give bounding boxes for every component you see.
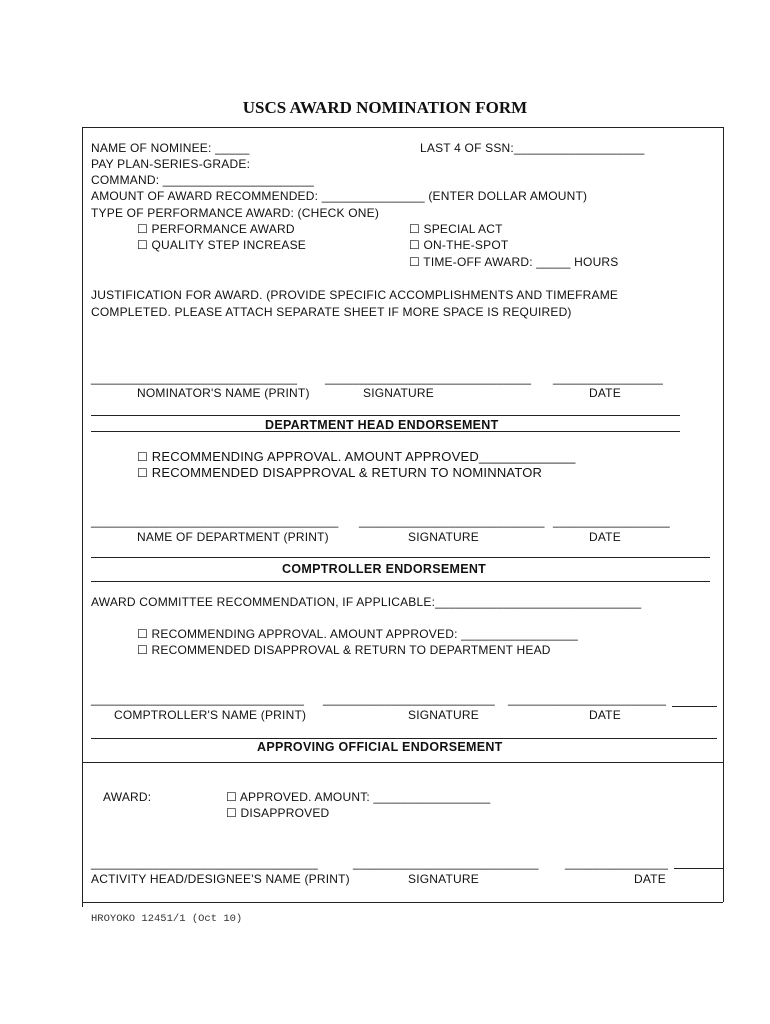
checkbox-icon[interactable]: ☐	[137, 238, 148, 252]
option-label: DISAPPROVED	[240, 806, 330, 820]
department-date-line[interactable]: _________________	[553, 514, 670, 528]
comptroller-section-top-rule	[91, 557, 710, 558]
comptroller-name-label: COMPTROLLER'S NAME (PRINT)	[114, 708, 307, 722]
frame-top-border	[82, 127, 723, 128]
approving-section-top-rule	[91, 738, 717, 739]
justification-label-line2: COMPLETED. PLEASE ATTACH SEPARATE SHEET IF MORE SPACE IS REQUIRED)	[91, 305, 572, 319]
checkbox-icon[interactable]: ☐	[137, 450, 148, 464]
checkbox-icon[interactable]: ☐	[137, 222, 148, 236]
command-field[interactable]: COMMAND: ______________________	[91, 173, 315, 187]
nominator-date-line[interactable]: ________________	[553, 371, 663, 385]
comptroller-signature-line[interactable]: _________________________	[323, 692, 495, 706]
comptroller-section-bottom-rule	[91, 581, 710, 582]
performance-award-option[interactable]	[137, 222, 295, 236]
frame-left-border	[82, 127, 83, 907]
activity-head-date-label: DATE	[634, 872, 666, 886]
on-the-spot-option[interactable]	[409, 238, 508, 252]
activity-head-date-extension	[674, 868, 723, 869]
option-label: TIME-OFF AWARD: _____ HOURS	[423, 255, 619, 269]
comptroller-approval-option[interactable]	[137, 627, 578, 641]
checkbox-icon[interactable]: ☐	[137, 466, 148, 480]
option-label: RECOMMENDING APPROVAL. AMOUNT APPROVED: _________________	[151, 627, 578, 641]
nominator-name-line[interactable]: ______________________________	[91, 371, 298, 385]
comptroller-date-extension	[672, 706, 717, 707]
dept-section-top-rule	[91, 415, 680, 416]
activity-head-name-line[interactable]: _________________________________	[91, 856, 318, 870]
activity-head-name-label: ACTIVITY HEAD/DESIGNEE'S NAME (PRINT)	[91, 872, 350, 886]
comptroller-date-label: DATE	[589, 708, 621, 722]
form-title: USCS AWARD NOMINATION FORM	[242, 98, 528, 117]
approving-section-bottom-rule	[82, 762, 723, 763]
comptroller-disapproval-option[interactable]	[137, 643, 551, 657]
disapproved-option[interactable]	[226, 806, 329, 820]
option-label: RECOMMENDED DISAPPROVAL & RETURN TO NOMINNATOR	[151, 465, 543, 480]
time-off-award-option[interactable]	[409, 255, 619, 269]
frame-bottom-border	[82, 902, 723, 903]
comptroller-date-line[interactable]: _______________________	[508, 692, 667, 706]
activity-head-date-line[interactable]: _______________	[565, 856, 669, 870]
form-number: HROYOKO 12451/1 (Oct 10)	[91, 913, 243, 925]
comptroller-signature-label: SIGNATURE	[408, 708, 479, 722]
checkbox-icon[interactable]: ☐	[137, 643, 148, 657]
dept-approval-option[interactable]	[137, 449, 576, 464]
committee-recommendation-field[interactable]: AWARD COMMITTEE RECOMMENDATION, IF APPLICABLE:______________________________	[91, 595, 642, 609]
checkbox-icon[interactable]: ☐	[226, 790, 237, 804]
nominee-name-field[interactable]: NAME OF NOMINEE: _____	[91, 141, 250, 155]
department-name-label: NAME OF DEPARTMENT (PRINT)	[137, 530, 329, 544]
nominator-signature-label: SIGNATURE	[363, 386, 434, 400]
comptroller-name-line[interactable]: _______________________________	[91, 692, 305, 706]
option-label: ON-THE-SPOT	[423, 238, 509, 252]
comptroller-heading: COMPTROLLER ENDORSEMENT	[282, 562, 487, 576]
option-label: RECOMMENDING APPROVAL. AMOUNT APPROVED_____________	[151, 449, 576, 464]
option-label: SPECIAL ACT	[423, 222, 503, 236]
checkbox-icon[interactable]: ☐	[409, 255, 420, 269]
award-amount-field[interactable]: AMOUNT OF AWARD RECOMMENDED: _______________ (ENTER DOLLAR AMOUNT)	[91, 189, 588, 203]
activity-head-signature-label: SIGNATURE	[408, 872, 479, 886]
checkbox-icon[interactable]: ☐	[226, 806, 237, 820]
department-name-line[interactable]: ____________________________________	[91, 514, 339, 528]
checkbox-icon[interactable]: ☐	[409, 222, 420, 236]
pay-plan-field[interactable]: PAY PLAN-SERIES-GRADE:	[91, 157, 251, 171]
nominator-signature-line[interactable]: ______________________________	[325, 371, 532, 385]
department-signature-label: SIGNATURE	[408, 530, 479, 544]
option-label: PERFORMANCE AWARD	[151, 222, 295, 236]
ssn-field[interactable]: LAST 4 OF SSN:___________________	[420, 141, 645, 155]
activity-head-signature-line[interactable]: ___________________________	[353, 856, 539, 870]
award-type-label: TYPE OF PERFORMANCE AWARD: (CHECK ONE)	[91, 206, 380, 220]
quality-step-increase-option[interactable]	[137, 238, 306, 252]
nominator-date-label: DATE	[589, 386, 621, 400]
dept-head-heading: DEPARTMENT HEAD ENDORSEMENT	[265, 418, 499, 432]
checkbox-icon[interactable]: ☐	[137, 627, 148, 641]
award-label: AWARD:	[103, 790, 152, 804]
justification-label-line1: JUSTIFICATION FOR AWARD. (PROVIDE SPECIFIC ACCOMPLISHMENTS AND TIMEFRAME	[91, 288, 619, 302]
option-label: RECOMMENDED DISAPPROVAL & RETURN TO DEPARTMENT HEAD	[151, 643, 551, 657]
nominator-name-label: NOMINATOR'S NAME (PRINT)	[137, 386, 310, 400]
approving-official-heading: APPROVING OFFICIAL ENDORSEMENT	[257, 740, 503, 754]
special-act-option[interactable]	[409, 222, 503, 236]
approved-option[interactable]	[226, 790, 490, 804]
department-date-label: DATE	[589, 530, 621, 544]
dept-disapproval-option[interactable]	[137, 465, 542, 480]
option-label: QUALITY STEP INCREASE	[151, 238, 306, 252]
option-label: APPROVED. AMOUNT: _________________	[239, 790, 491, 804]
frame-right-border	[723, 127, 724, 902]
department-signature-line[interactable]: ___________________________	[359, 514, 545, 528]
checkbox-icon[interactable]: ☐	[409, 238, 420, 252]
dept-section-bottom-rule	[91, 431, 680, 432]
